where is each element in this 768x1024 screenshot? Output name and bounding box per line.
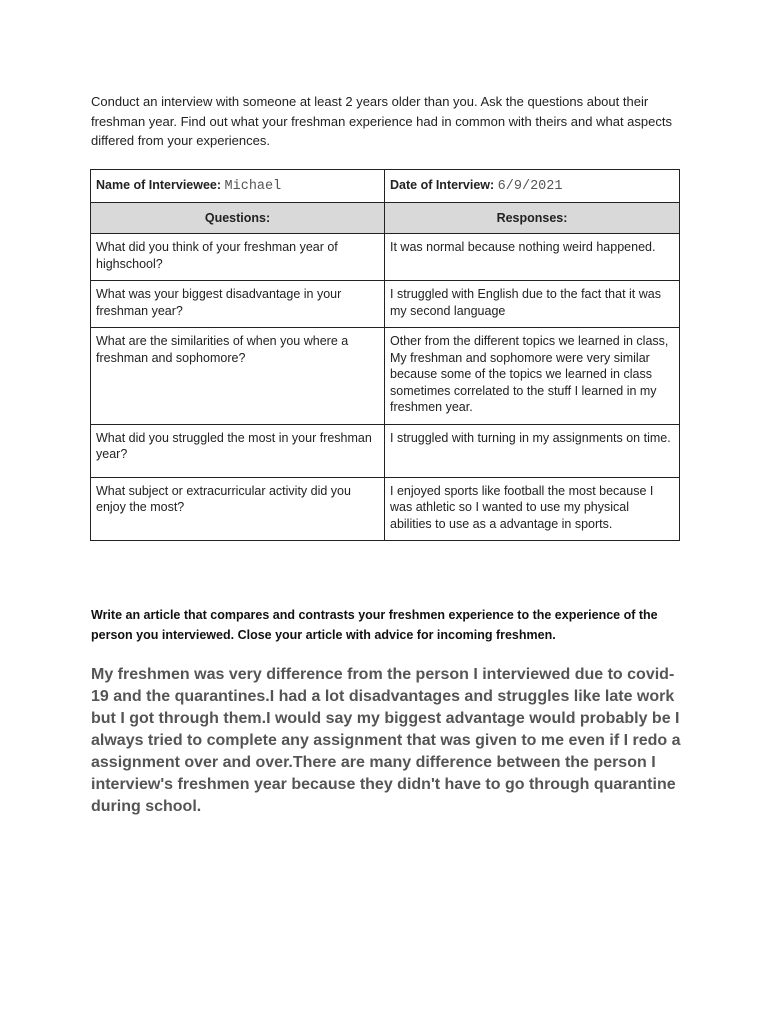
table-row <box>91 234 680 281</box>
table-row <box>91 477 680 541</box>
interview-date-value: 6/9/2021 <box>497 178 563 194</box>
article-body: My freshmen was very difference from the person I interviewed due to covid-19 and the quarantines.I had a lot disadvantages and struggles like late work but I got through them.I would say my biggest advantage would probably be I always tried to complete any assignment that was given to me even if I redo a assignment over and over.There are many difference between the person I interview's freshmen year because they didn't have to go through quarantine during school. <box>91 666 681 815</box>
response-cell: Other from the different topics we learned in class, My freshman and sophomore were very similar because some of the topics we learned in class sometimes correlated to the stuff I learned in my freshmen year. <box>385 328 680 425</box>
response-cell: I enjoyed sports like football the most because I was athletic so I wanted to use my physical abilities to use as a advantage in sports. <box>385 477 680 541</box>
response-cell: I struggled with turning in my assignments on time. <box>385 424 680 477</box>
interviewee-name-label: Name of Interviewee: <box>96 177 222 192</box>
table-header-row <box>91 203 680 234</box>
interview-table <box>90 169 680 541</box>
interview-date-label: Date of Interview: <box>390 177 495 192</box>
question-cell: What did you think of your freshman year of highschool? <box>91 234 385 281</box>
intro-instructions: Conduct an interview with someone at least 2 years older than you. Ask the questions about their freshman year. Find out what your freshman experience had in common with theirs and what aspects differed from your experiences. <box>91 94 672 148</box>
response-cell: I struggled with English due to the fact that it was my second language <box>385 281 680 328</box>
table-row <box>91 328 680 425</box>
interview-meta-row <box>91 170 680 203</box>
table-row <box>91 424 680 477</box>
table-row <box>91 281 680 328</box>
interviewee-name-value: Michael <box>224 178 282 194</box>
interview-date-cell <box>385 170 680 203</box>
responses-header: Responses: <box>385 203 680 234</box>
interviewee-name-cell <box>91 170 385 203</box>
questions-header: Questions: <box>91 203 385 234</box>
response-cell: It was normal because nothing weird happened. <box>385 234 680 281</box>
question-cell: What subject or extracurricular activity did you enjoy the most? <box>91 477 385 541</box>
question-cell: What did you struggled the most in your freshman year? <box>91 424 385 477</box>
question-cell: What was your biggest disadvantage in your freshman year? <box>91 281 385 328</box>
question-cell: What are the similarities of when you where a freshman and sophomore? <box>91 328 385 425</box>
article-prompt: Write an article that compares and contrasts your freshmen experience to the experience of the person you interviewed. Close your article with advice for incoming freshmen. <box>91 608 658 642</box>
